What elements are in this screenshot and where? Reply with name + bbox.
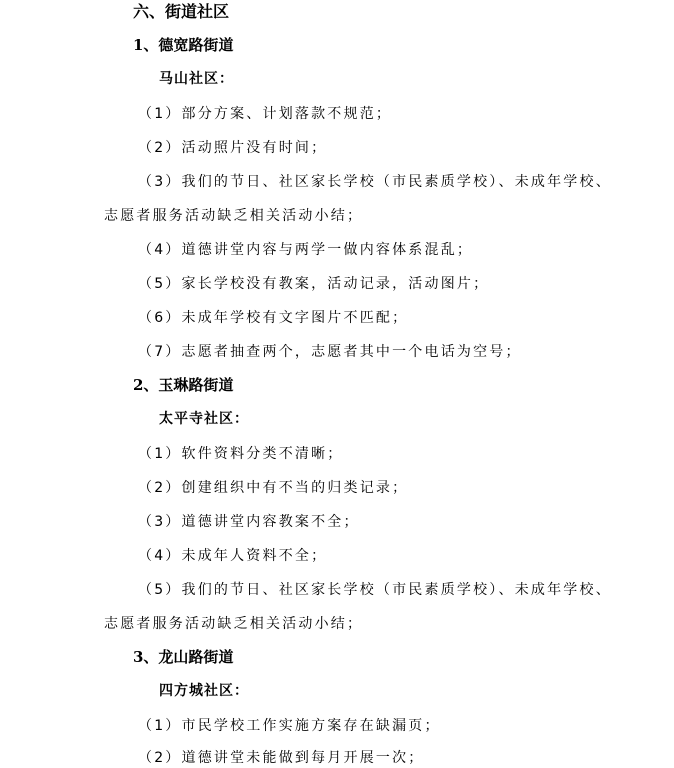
community-title-taipingsi: 太平寺社区：: [159, 411, 249, 427]
list-item: （3）我们的节日、社区家长学校（市民素质学校）、未成年学校、: [138, 174, 612, 190]
list-item: （6）未成年学校有文字图片不匹配；: [138, 310, 409, 326]
list-item: （4）道德讲堂内容与两学一做内容体系混乱；: [138, 242, 474, 258]
street-title-dekuan: 1、德宽路街道: [133, 36, 234, 54]
community-title-sifangcheng: 四方城社区：: [159, 683, 249, 699]
list-item: （7）志愿者抽查两个，志愿者其中一个电话为空号；: [138, 344, 522, 360]
street-title-yulin: 2、玉琳路街道: [133, 376, 234, 394]
list-item-continuation: 志愿者服务活动缺乏相关活动小结；: [104, 616, 364, 632]
list-item: （2）活动照片没有时间；: [138, 140, 328, 156]
list-item: （4）未成年人资料不全；: [138, 548, 328, 564]
list-item-continuation: 志愿者服务活动缺乏相关活动小结；: [104, 208, 364, 224]
community-title-mashan: 马山社区：: [159, 71, 234, 87]
list-item: （5）家长学校没有教案，活动记录，活动图片；: [138, 276, 490, 292]
list-item: （2）创建组织中有不当的归类记录；: [138, 480, 409, 496]
street-title-longshan: 3、龙山路街道: [133, 648, 234, 666]
list-item: （5）我们的节日、社区家长学校（市民素质学校）、未成年学校、: [138, 582, 612, 598]
list-item: （1）市民学校工作实施方案存在缺漏页；: [138, 718, 441, 734]
list-item: （1）部分方案、计划落款不规范；: [138, 106, 393, 122]
list-item: （1）软件资料分类不清晰；: [138, 446, 344, 462]
list-item: （2）道德讲堂未能做到每月开展一次；: [138, 750, 425, 766]
section-title: 六、街道社区: [133, 2, 230, 21]
list-item: （3）道德讲堂内容教案不全；: [138, 514, 360, 530]
